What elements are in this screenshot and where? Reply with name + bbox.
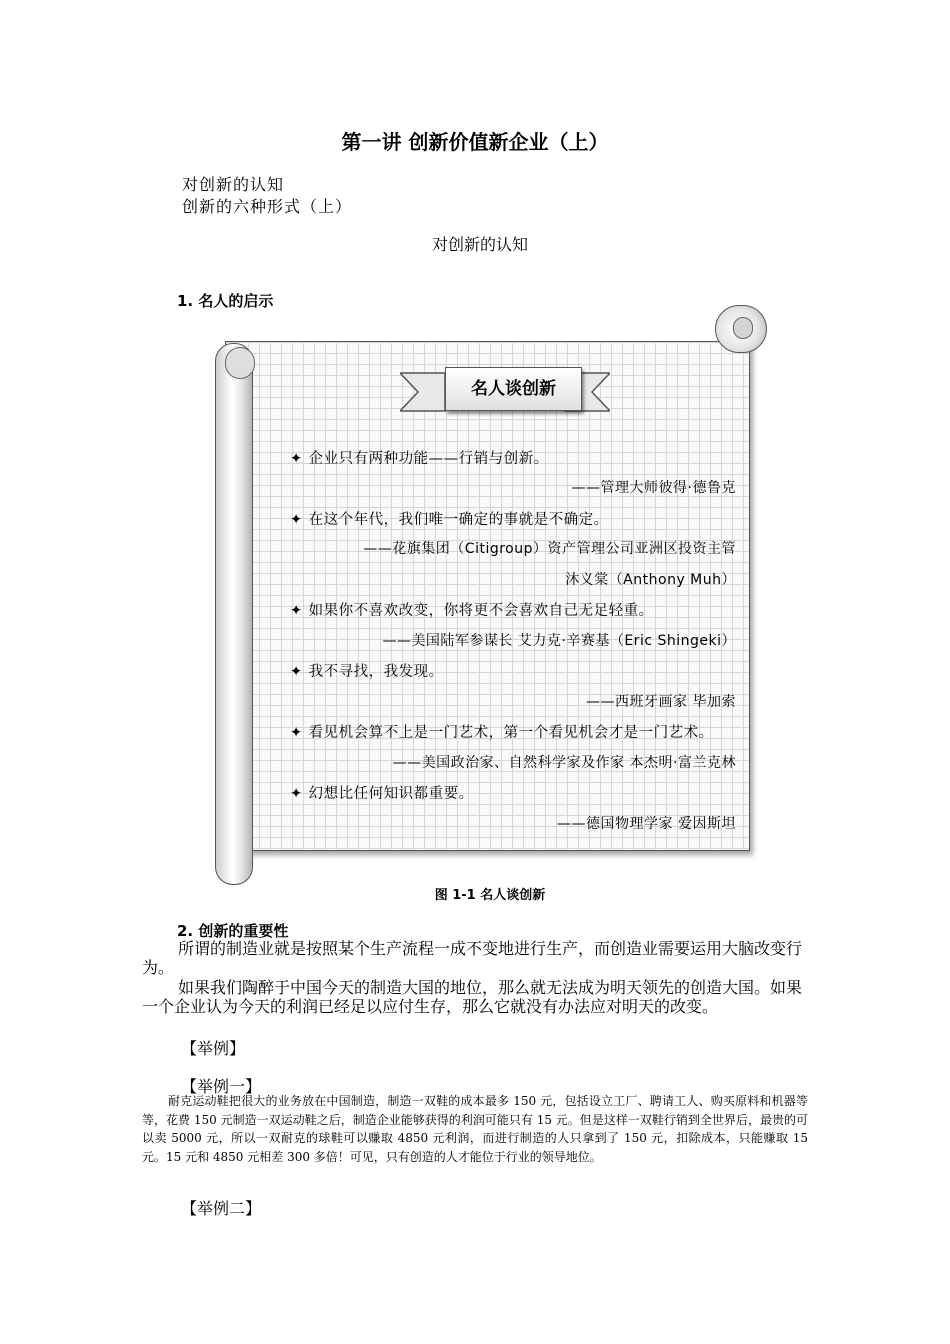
example-2-label: 【举例二】	[181, 1199, 262, 1218]
section-2-heading: 2. 创新的重要性	[177, 922, 289, 940]
star-bullet-icon: ✦	[290, 603, 303, 619]
quote-1: ✦ 企业只有两种功能——行销与创新。	[290, 451, 549, 467]
star-bullet-icon: ✦	[290, 786, 303, 802]
star-bullet-icon: ✦	[290, 512, 303, 528]
quote-2: ✦ 在这个年代，我们唯一确定的事就是不确定。	[290, 512, 609, 528]
quote-4: ✦ 我不寻找，我发现。	[290, 664, 444, 680]
quote-3-author: ——美国陆军参谋长 艾力克·辛赛基（Eric Shingeki）	[382, 633, 736, 649]
quote-4-author: ——西班牙画家 毕加索	[586, 694, 736, 710]
page-title: 第一讲 创新价值新企业（上）	[341, 130, 609, 154]
quote-6-author: ——德国物理学家 爱因斯坦	[557, 816, 736, 832]
quote-2-author: ——花旗集团（Citigroup）资产管理公司亚洲区投资主管	[363, 541, 736, 557]
example-1-label: 【举例一】	[181, 1077, 262, 1096]
section-heading: 对创新的认知	[431, 235, 528, 254]
paragraph-1: 所谓的制造业就是按照某个生产流程一成不变地进行生产，而创造业需要运用大脑改变行为。	[142, 939, 803, 977]
example-1-text: 耐克运动鞋把很大的业务放在中国制造，制造一双鞋的成本最多 150 元，包括设立工厂、聘请工人、购买原料和机器等等，花费 150 元制造一双运动鞋之后，制造企业能够获得的利润可能只有 15 元。但是这样一双鞋行销到全世界后，最贵的可以卖 5000 元，所以一双耐克的球鞋可以赚取 4850 元利润，而进行制造的人只拿到了 150 元，扣除成本，只能赚取 15 元。15 元和 4850 元相差 300 多倍！可见，只有创造的人才能位于行业的领导地位。	[142, 1094, 808, 1164]
quote-5-author: ——美国政治家、自然科学家及作家 本杰明·富兰克林	[392, 755, 736, 771]
quote-3: ✦ 如果你不喜欢改变，你将更不会喜欢自己无足轻重。	[290, 603, 654, 619]
section-1-heading: 1. 名人的启示	[177, 292, 274, 310]
scroll-top-roll-curl	[733, 317, 753, 339]
star-bullet-icon: ✦	[290, 451, 303, 467]
quote-2-author-name: 沐义棠（Anthony Muh）	[565, 572, 736, 588]
quote-1-author: ——管理大师彼得·德鲁克	[571, 480, 736, 496]
toc-item-2: 创新的六种形式（上）	[182, 197, 353, 216]
example-label: 【举例】	[181, 1039, 246, 1058]
quote-6: ✦ 幻想比任何知识都重要。	[290, 786, 474, 802]
quote-scroll-figure	[205, 305, 770, 885]
quote-5: ✦ 看见机会算不上是一门艺术，第一个看见机会才是一门艺术。	[290, 725, 714, 741]
scroll-left-roll-curl	[225, 347, 255, 379]
toc-item-1: 对创新的认知	[182, 175, 285, 194]
star-bullet-icon: ✦	[290, 664, 303, 680]
banner-label: 名人谈创新	[445, 367, 582, 411]
figure-caption: 图 1-1 名人谈创新	[434, 888, 546, 903]
paragraph-2: 如果我们陶醉于中国今天的制造大国的地位，那么就无法成为明天领先的创造大国。如果一个企业认为今天的利润已经足以应付生存，那么它就没有办法应对明天的改变。	[142, 978, 803, 1016]
star-bullet-icon: ✦	[290, 725, 303, 741]
scroll-left-roll	[215, 343, 253, 885]
